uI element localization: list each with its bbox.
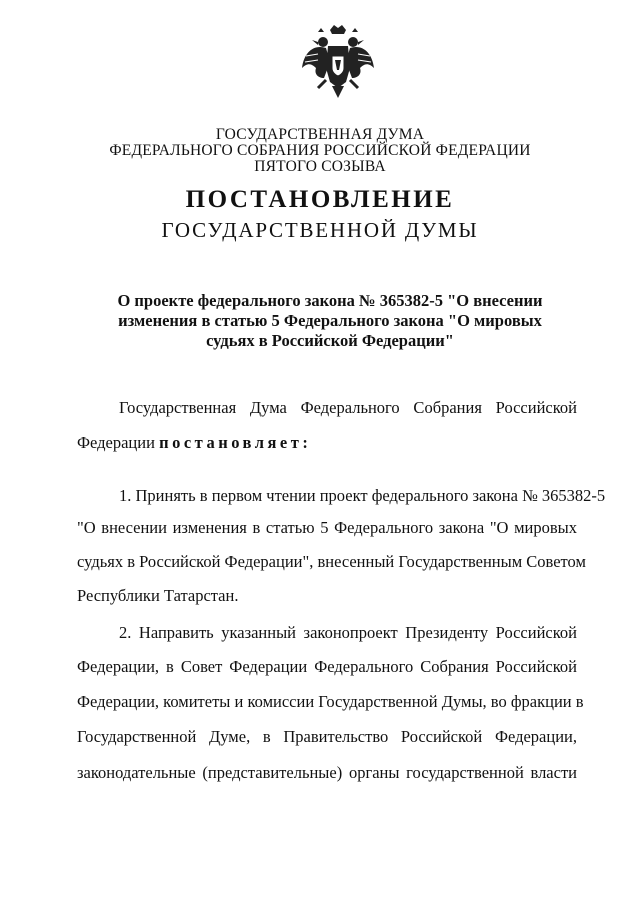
paragraph-1-line-1: 1. Принять в первом чтении проект федерального закона № 365382-5 (119, 486, 606, 505)
resolves-word: постановляет: (159, 433, 312, 452)
coat-of-arms-emblem (296, 22, 380, 104)
issuer-line-1: ГОСУДАРСТВЕННАЯ ДУМА (215, 126, 425, 143)
intro-federation: Федерации (77, 433, 155, 452)
document-subtitle: ГОСУДАРСТВЕННОЙ ДУМЫ (161, 218, 479, 242)
issuer-line-3: ПЯТОГО СОЗЫВА (254, 158, 386, 175)
paragraph-2-line-5: законодательные (представительные) органы государственной власти (77, 763, 577, 782)
subject-line-3: судьях в Российской Федерации" (206, 331, 454, 350)
paragraph-1-line-2: "О внесении изменения в статью 5 Федерального закона "О мировых (77, 518, 577, 537)
paragraph-2-line-2: Федерации, в Совет Федерации Федерального Собрания Российской (77, 657, 577, 676)
document-subject (60, 291, 600, 351)
paragraph-1-line-4: Республики Татарстан. (77, 586, 239, 605)
intro-line-1: Государственная Дума Федерального Собрания Российской (119, 398, 577, 417)
paragraph-2-line-1: 2. Направить указанный законопроект Президенту Российской (119, 623, 577, 642)
paragraph-2-line-4: Государственной Думе, в Правительство Российской Федерации, (77, 727, 577, 746)
issuer-block (0, 127, 640, 175)
document-title: ПОСТАНОВЛЕНИЕ (185, 186, 455, 213)
paragraph-2-line-3: Федерации, комитеты и комиссии Государственной Думы, во фракции в (77, 692, 584, 711)
subject-line-1: О проекте федерального закона № 365382-5 "О внесении (117, 291, 543, 310)
issuer-line-2: ФЕДЕРАЛЬНОГО СОБРАНИЯ РОССИЙСКОЙ ФЕДЕРАЦИИ (109, 142, 531, 159)
paragraph-1-line-3: судьях в Российской Федерации", внесенный Государственным Советом (77, 552, 586, 571)
intro-line-2 (77, 433, 577, 453)
subject-line-2: изменения в статью 5 Федерального закона "О мировых (118, 311, 542, 330)
